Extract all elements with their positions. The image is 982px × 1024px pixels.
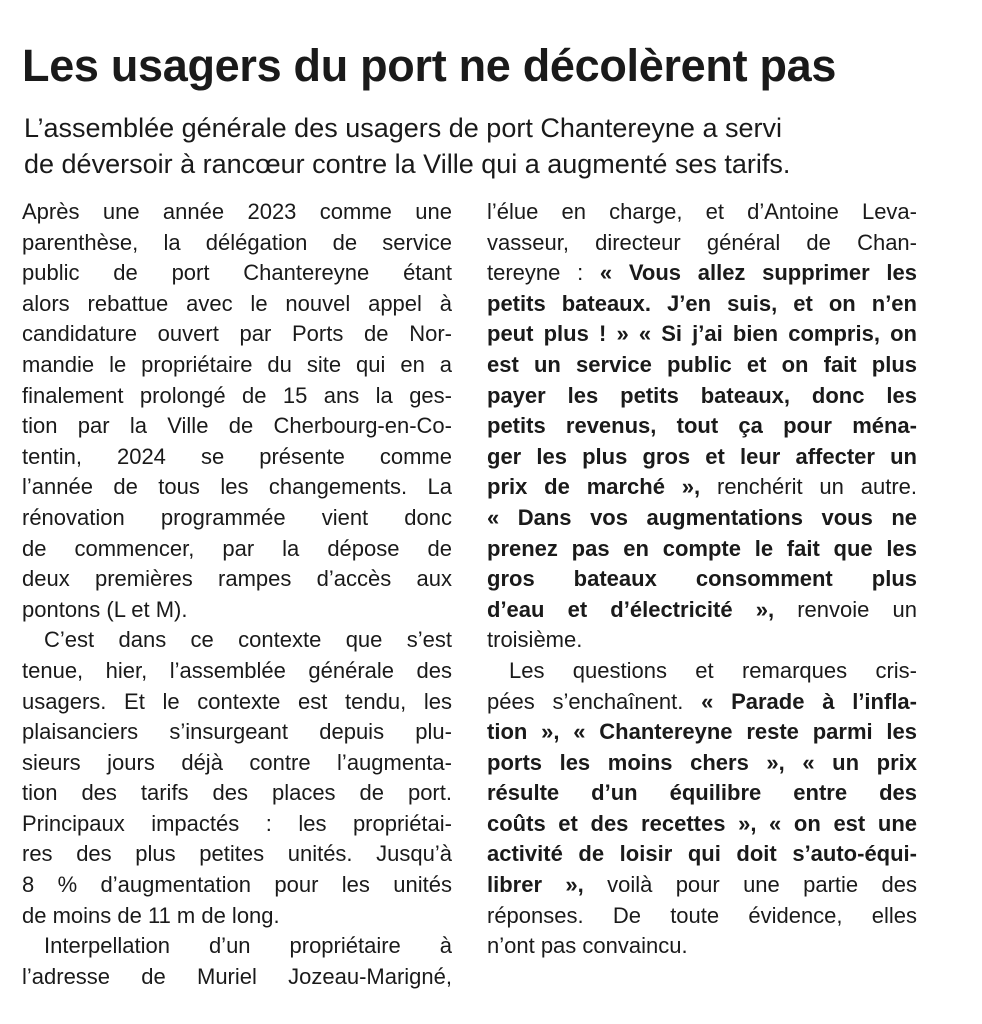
text-line xyxy=(487,656,917,687)
quote-text: petits bateaux. J’en suis, et on n’en xyxy=(487,290,917,316)
text-line xyxy=(487,442,917,473)
quote-text: coûts et des recettes », « on est une xyxy=(487,810,917,836)
text-line xyxy=(22,778,452,809)
body-text: troisième. xyxy=(487,627,583,653)
quote-text: « Parade à l’infla- xyxy=(701,688,917,714)
text-line xyxy=(22,350,452,381)
text-line xyxy=(22,656,452,687)
quote-text: d’eau et d’électricité », xyxy=(487,596,775,622)
text-line xyxy=(487,564,917,595)
body-text: Principaux impactés : les propriétai- xyxy=(22,810,452,836)
body-text: tion par la Ville de Cherbourg-en-Co- xyxy=(22,413,452,439)
body-text: n’ont pas convaincu. xyxy=(487,933,688,959)
text-line xyxy=(22,962,452,993)
text-line xyxy=(22,258,452,289)
text-line xyxy=(487,595,917,626)
text-line xyxy=(487,534,917,565)
article-column-right xyxy=(487,197,917,962)
text-line xyxy=(22,319,452,350)
body-text: res des plus petites unités. Jusqu’à xyxy=(22,841,452,867)
body-text: Les questions et remarques cris- xyxy=(509,657,917,683)
body-text: finalement prolongé de 15 ans la ges- xyxy=(22,382,452,408)
body-text: voilà pour une partie des xyxy=(583,872,917,898)
body-text: l’année de tous les changements. La xyxy=(22,474,452,500)
body-text: 8 % d’augmentation pour les unités xyxy=(22,872,452,898)
headline: Les usagers du port ne décolèrent pas xyxy=(22,40,837,91)
body-text: candidature ouvert par Ports de Nor- xyxy=(22,321,452,347)
body-text: parenthèse, la délégation de service xyxy=(22,229,452,255)
text-line xyxy=(487,687,917,718)
text-line xyxy=(487,901,917,932)
quote-text: peut plus ! » « Si j’ai bien compris, on xyxy=(487,321,917,347)
text-line xyxy=(22,289,452,320)
text-line xyxy=(487,809,917,840)
body-text: sieurs jours déjà contre l’augmenta- xyxy=(22,749,452,775)
body-text: de commencer, par la dépose de xyxy=(22,535,452,561)
text-line xyxy=(22,534,452,565)
body-text: mandie le propriétaire du site qui en a xyxy=(22,351,452,377)
text-line xyxy=(487,778,917,809)
quote-text: activité de loisir qui doit s’auto-équi- xyxy=(487,841,917,867)
text-line xyxy=(22,687,452,718)
text-line xyxy=(487,381,917,412)
text-line xyxy=(22,717,452,748)
body-text: tentin, 2024 se présente comme xyxy=(22,443,452,469)
body-text: plaisanciers s’insurgeant depuis plu- xyxy=(22,719,452,745)
text-line xyxy=(22,442,452,473)
text-line xyxy=(487,411,917,442)
body-text: alors rebattue avec le nouvel appel à xyxy=(22,290,452,316)
text-line xyxy=(487,625,917,656)
text-line xyxy=(22,839,452,870)
quote-text: ports les moins chers », « un prix xyxy=(487,749,917,775)
body-text: tenue, hier, l’assemblée générale des xyxy=(22,657,452,683)
quote-text: gros bateaux consomment plus xyxy=(487,566,917,592)
quote-text: petits revenus, tout ça pour ména- xyxy=(487,413,917,439)
text-line xyxy=(487,228,917,259)
text-line xyxy=(487,350,917,381)
body-text: vasseur, directeur général de Chan- xyxy=(487,229,917,255)
body-text: public de port Chantereyne étant xyxy=(22,260,452,286)
quote-text: est un service public et on fait plus xyxy=(487,351,917,377)
body-text: réponses. De toute évidence, elles xyxy=(487,902,917,928)
body-text: pées s’enchaînent. xyxy=(487,688,702,714)
article-column-left xyxy=(22,197,452,992)
body-text: de moins de 11 m de long. xyxy=(22,902,280,928)
body-text: renchérit un autre. xyxy=(700,474,917,500)
text-line xyxy=(22,503,452,534)
body-text: rénovation programmée vient donc xyxy=(22,504,452,530)
body-text: Interpellation d’un propriétaire à xyxy=(44,933,452,959)
body-text: pontons (L et M). xyxy=(22,596,188,622)
quote-text: prenez pas en compte le fait que les xyxy=(487,535,917,561)
text-line xyxy=(22,411,452,442)
text-line xyxy=(487,472,917,503)
text-line xyxy=(487,503,917,534)
body-text: l’élue en charge, et d’Antoine Leva- xyxy=(487,199,917,224)
body-text: usagers. Et le contexte est tendu, les xyxy=(22,688,452,714)
text-line xyxy=(22,228,452,259)
quote-text: ger les plus gros et leur affecter un xyxy=(487,443,917,469)
standfirst-line: de déversoir à rancœur contre la Ville qui a augmenté ses tarifs. xyxy=(24,149,791,179)
text-line xyxy=(487,839,917,870)
quote-text: librer », xyxy=(487,872,584,898)
text-line xyxy=(487,258,917,289)
quote-text: « Dans vos augmentations vous ne xyxy=(487,504,917,530)
text-line xyxy=(22,901,452,932)
body-text: tion des tarifs des places de port. xyxy=(22,780,452,806)
text-line xyxy=(487,197,917,228)
text-line xyxy=(487,748,917,779)
text-line xyxy=(487,289,917,320)
text-line xyxy=(22,595,452,626)
body-text: C’est dans ce contexte que s’est xyxy=(44,627,452,653)
text-line xyxy=(22,472,452,503)
text-line xyxy=(22,809,452,840)
body-text: deux premières rampes d’accès aux xyxy=(22,566,452,592)
quote-text: « Vous allez supprimer les xyxy=(599,260,918,286)
body-text: Après une année 2023 comme une xyxy=(22,199,452,224)
text-line xyxy=(487,717,917,748)
text-line xyxy=(22,625,452,656)
quote-text: payer les petits bateaux, donc les xyxy=(487,382,917,408)
standfirst xyxy=(24,110,924,182)
text-line xyxy=(487,319,917,350)
quote-text: résulte d’un équilibre entre des xyxy=(487,780,917,806)
standfirst-line: L’assemblée générale des usagers de port Chantereyne a servi xyxy=(24,113,782,143)
quote-text: prix de marché », xyxy=(487,474,701,500)
text-line xyxy=(487,870,917,901)
text-line xyxy=(22,870,452,901)
text-line xyxy=(22,381,452,412)
text-line xyxy=(487,931,917,962)
body-text: renvoie un xyxy=(774,596,917,622)
text-line xyxy=(22,931,452,962)
text-line xyxy=(22,564,452,595)
text-line xyxy=(22,197,452,228)
text-line xyxy=(22,748,452,779)
quote-text: tion », « Chantereyne reste parmi les xyxy=(487,719,917,745)
body-text: tereyne : xyxy=(487,260,600,286)
body-text: l’adresse de Muriel Jozeau-Marigné, xyxy=(22,963,452,989)
